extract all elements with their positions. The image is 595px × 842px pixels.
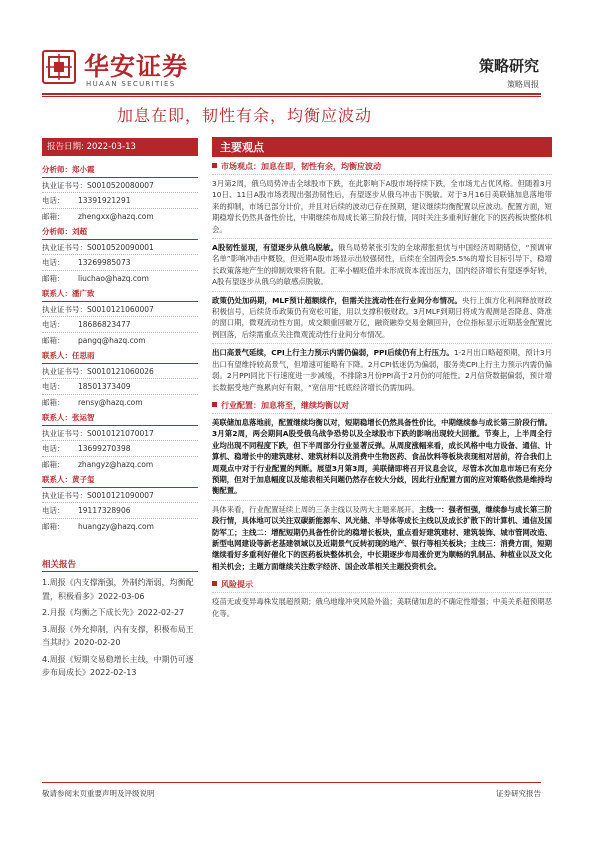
main-view-title: 主要观点 (220, 141, 264, 154)
related-reports-title: 相关报告 (42, 560, 77, 570)
risk-heading: 风险提示 (212, 578, 552, 591)
industry-view-paragraph-2: 具体来看，行业配置延续上周的三条主线以及两大主题来展开。主线一：强者恒强，继续参与成长第三阶段行情，具体地可以关注双碳新能源车、风光储、半导体等成长主线以及成长扩散下的计算机、通信及国防军工；主线二：增配短期仍具备性价比的稳增长板块，重点看好建筑建材、建筑装饰、城市管网改造、新型电网建设等新老基建领域以及近期景气反转初现的地产、银行等相关板块；主线三：消费方面，短期继续看好多重利好催化下的医药板块整体机会，中长期逐步布局涨价更为顺畅的乳制品、种植业以及文化相关机会；主题方面继续关注数字经济、国企改革相关主题投资机会。 (212, 504, 552, 571)
header-divider-thin (42, 96, 541, 97)
industry-view-paragraph-1: 美联储加息落地前，配置继续均衡以对，短期稳增长仍然具备性价比，中期继续参与成长第三阶段行情。3月第2周，两会期间A股受俄乌战争恐势以及全球股市下跌的影响出现较大回撤。节奏上，上半周全行业均出现不同程度下跌，但下半周部分行业显著反弹。从周度涨幅来看，成长风格中电力设备、通信、计算机、稳增长中的建筑建材、建筑材料以及消费中生物医药、食品饮料等板块表现相对居前，符合我们上周观点中对于行业配置的判断。展望3月第3周，美联储即将召开议息会议，尽管本次加息市场已有充分预期，但对于加息幅度以及缩表相关问题仍然存在较大分歧，因此行业配置方面的应对策略依然是维持均衡配置。 (212, 417, 552, 496)
section-divider (212, 500, 552, 501)
analyst-email[interactable]: 邮箱： zhengxx@hazq.com (42, 211, 154, 221)
analyst-cert: 执业证书号：S0010520080007 (42, 178, 198, 194)
analyst-email[interactable]: 邮箱： huangzy@hazq.com (42, 521, 154, 531)
section-divider (212, 592, 552, 593)
analyst-name: 联系人：任思雨 (42, 348, 198, 364)
analyst-list (42, 162, 198, 534)
section-divider (212, 291, 552, 292)
square-bullet-icon (212, 163, 217, 168)
related-reports-divider (42, 571, 198, 572)
company-name-en: HUAAN SECURITIES (86, 80, 176, 88)
analyst-name: 分析师：郑小霞 (42, 162, 198, 178)
footer-disclaimer[interactable]: 敬请参阅末页重要声明及评级说明 (42, 789, 155, 798)
analyst-cert: 执业证书号：S0010121060026 (42, 364, 198, 380)
analyst-cert: 执业证书号：S0010520090001 (42, 240, 198, 256)
footer-divider (42, 782, 541, 783)
analyst-cert: 执业证书号：S0010121090007 (42, 488, 198, 504)
square-bullet-icon (212, 581, 217, 586)
related-report-item[interactable]: 3.周报《外允抑制，内有支撑，积极布局王当其时》2020-02-20 (42, 624, 194, 647)
page-title: 加息在即，韧性有余，均衡应波动 (117, 106, 373, 125)
analyst-email[interactable]: 邮箱： liuchao@hazq.com (42, 273, 149, 283)
company-logo-icon (42, 50, 76, 84)
section-divider (212, 413, 552, 414)
report-type: 策略研究 (478, 57, 539, 75)
analyst-email[interactable]: 邮箱： pangq@hazq.com (42, 335, 146, 345)
header-divider (42, 93, 541, 95)
related-report-item[interactable]: 1.周报《内支撑渐强，外制约渐弱，均衡配置，积极看多》2022-03-06 (42, 578, 194, 601)
analyst-email[interactable]: 邮箱： zhangyz@hazq.com (42, 459, 154, 469)
square-bullet-icon (212, 402, 217, 407)
market-view-paragraph-1: 3月第2周，俄乌局势冲击全球股市下跌，在此影响下A股市场持续下跌，全市场尤占优风格。但随着3月10日、11日A股市场表现出强劲韧性后，有望逐步从俄乌冲击下脱敏。对于3月16日美联储加息落地带来的抑制，市场已部分计价，并且对后续的波动已存在预期，建议继续均衡配置以应波动。配置方面，短期稳增长仍然具备性价比，中期继续布局成长第三阶段行情，同时关注多重利好催化下的医药板块整体机会。 (212, 179, 552, 234)
analyst-cert: 执业证书号：S0010121070017 (42, 426, 198, 442)
analyst-email[interactable]: 邮箱： rensy@hazq.com (42, 397, 143, 407)
section-divider (212, 174, 552, 175)
analyst-phone: 电话： 18686823477 (42, 317, 198, 333)
market-view-paragraph-3: 政策仍处加码期，MLF预计超额续作，但需关注流动性在行业间分布情况。央行上旗方化利润释放财政积极信号，后续货币政策仍有宽松可能，用以支撑积极财政。3月MLF到期日将成为观测是否降息、降准的窗口期，微观流动性方面，成交额重回破万亿，融资融券交易金额回升，仓位指标显示近期基金配置比例回落，后续需重点关注微观流动性行业间分布情况。 (212, 295, 552, 339)
market-view-paragraph-2: A股韧性显现，有望逐步从俄乌脱敏。俄乌局势紧张引发的全球滞胀担忧与中国经济周期错位，“预调审名单”影响冲击中概股，但近期A股市场显示出较强韧性，后续在全国两会5.5%的增长目标引导下，稳增长政策落地产生的抑制效果将有限。汇率小幅贬值并未形成资本流出压力，国内经济增长有望逐季好转，A股有望逐步从俄乌的敏感点脱敏。 (212, 243, 552, 287)
analyst-phone: 电话： 19117328906 (42, 503, 198, 519)
analyst-name: 联系人：张运智 (42, 410, 198, 426)
analyst-phone: 电话： 13269985073 (42, 255, 198, 271)
report-date: 报告日期: 2022-03-13 (42, 138, 198, 156)
industry-view-heading: 行业配置：加息将至，继续均衡以对 (212, 399, 552, 412)
main-content (212, 160, 552, 622)
company-name: 华安证券 (84, 52, 189, 81)
section-divider (212, 238, 552, 239)
analyst-name: 联系人：潘广致 (42, 286, 198, 302)
related-reports-list (42, 576, 198, 683)
analyst-phone: 电话： 13699270398 (42, 441, 198, 457)
analyst-name: 联系人：黄子玺 (42, 472, 198, 488)
footer-label: 证券研究报告 (496, 789, 541, 798)
market-view-heading: 市场观点：加息在即，韧性有余，均衡应波动 (212, 160, 552, 173)
report-subtype: 策略周报 (507, 80, 539, 89)
section-divider (212, 343, 552, 344)
related-report-item[interactable]: 4.周报《短期交易稳增长主线，中期仍可逐步布局成长》2022-02-13 (42, 654, 194, 677)
related-report-item[interactable]: 2.月报《均衡之下成长先》2022-02-27 (42, 608, 185, 617)
main-view-header (212, 137, 552, 157)
analyst-phone: 电话： 18501373409 (42, 379, 198, 395)
analyst-cert: 执业证书号：S0010121060007 (42, 302, 198, 318)
market-view-paragraph-4: 出口高景气延续，CPI上行主力预示内需仍偏弱，PPI后续仍有上行压力。1-2月出口略超预期，预计3月出口有望维持较高景气，但增速可能略有下降。2月CPI低迷仍为偏弱，服务类CPI上行主力预示内需仍偏弱。2月PPI同比下行速度进一步减缓，不排除3月份PPI高于2月份的可能性。2月信贷数据偏弱，预计增长数据受地产拖累向好有限，“宽信用”托底经济增长仍需加码。 (212, 348, 552, 392)
analyst-name: 分析师：刘超 (42, 224, 198, 240)
risk-paragraph: 疫苗无或变异毒株发展超预期；俄乌地缘冲突风险外溢；美联储加息的不确定性增强；中美关系超预期恶化等。 (212, 597, 552, 618)
analyst-phone: 电话： 13391921291 (42, 193, 198, 209)
